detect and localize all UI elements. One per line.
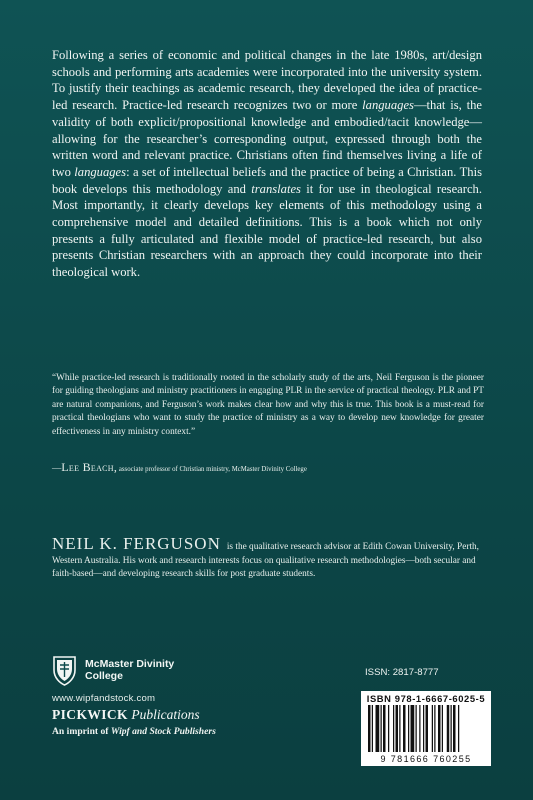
author-bio-text: is the qualitative research advisor at Edith Cowan University, Perth, Western Australia. His work and research interests focus on qualitative research methodologies—both secular and faith-based—and developing research skills for post graduate students. bbox=[52, 542, 479, 580]
pickwick-publications: Publications bbox=[131, 707, 200, 722]
crest-icon bbox=[52, 655, 77, 686]
barcode-bar bbox=[411, 705, 415, 752]
attribution-dash: — bbox=[52, 464, 62, 474]
pickwick-name: PICKWICK bbox=[52, 707, 128, 722]
blurb-emphasis: languages bbox=[74, 164, 127, 179]
isbn-barcode bbox=[361, 691, 491, 766]
endorsement-attribution bbox=[52, 460, 484, 475]
barcode-bar bbox=[423, 705, 424, 752]
barcode-bar bbox=[403, 705, 406, 752]
blurb-emphasis: languages bbox=[362, 98, 414, 113]
mcmaster-line2: College bbox=[85, 670, 123, 682]
blurb-text: it for use in theological research. Most importantly, it clearly develops key elements of this methodology using a comprehensive model and detailed definitions. This is a book which not only presents a fully articulated and flexible model of practice-led research, but also presents Christian researchers with an approach they could incorporate into their theological work. bbox=[52, 181, 482, 280]
barcode-bar bbox=[438, 705, 441, 752]
barcode-bar bbox=[408, 705, 409, 752]
barcode-bar bbox=[432, 705, 433, 752]
issn-number: ISSN: 2817-8777 bbox=[365, 667, 439, 678]
barcode-bar bbox=[388, 705, 389, 752]
publisher-url: www.wipfandstock.com bbox=[52, 693, 156, 704]
barcode-bar bbox=[399, 705, 400, 752]
barcode-bar bbox=[451, 705, 452, 752]
barcode-bar bbox=[372, 705, 373, 752]
book-description bbox=[52, 47, 482, 281]
barcode-bars bbox=[368, 705, 484, 752]
barcode-bar bbox=[426, 705, 429, 752]
barcode-bar bbox=[442, 705, 443, 752]
blurb-text: Following a series of economic and political changes in the late 1980s, art/design schools and performing arts academies were incorporated into the university system. To justify their teachings as academic research, they developed the idea of practice-led research. Practice-led research recognizes two or more bbox=[52, 48, 482, 113]
barcode-bar bbox=[396, 705, 399, 752]
imprint-publisher: Wipf and Stock Publishers bbox=[110, 726, 216, 737]
endorser-role: associate professor of Christian ministry, McMaster Divinity College bbox=[117, 466, 307, 473]
imprint-prefix: An imprint of bbox=[52, 726, 111, 737]
barcode-bar bbox=[383, 705, 386, 752]
isbn-label: ISBN 978-1-6667-6025-5 bbox=[366, 693, 486, 704]
barcode-digits: 9 781666 760255 bbox=[380, 754, 472, 764]
endorsement-quote: “While practice-led research is traditionally rooted in the scholarly study of the arts, Neil Ferguson is the pioneer for guiding theologians and ministry practitioners in engaging PLR in the service of practical theology. PLR and PT are natural companions, and Ferguson’s work makes clear how and why this is true. This book is a must-read for practical theologians who want to study the practice of ministry as a way to develop new knowledge for greater effectiveness in any ministry context.” bbox=[52, 373, 484, 437]
barcode-bar bbox=[368, 705, 371, 752]
barcode-bar bbox=[458, 705, 459, 752]
mcmaster-name bbox=[85, 658, 174, 682]
pickwick-logo bbox=[52, 707, 200, 723]
barcode-bar bbox=[416, 705, 417, 752]
blurb-text: : a set of intellectual beliefs and the practice of being a Christian. This book develops this methodology and bbox=[52, 164, 482, 196]
imprint-line bbox=[52, 726, 216, 737]
endorser-name: Lee Beach, bbox=[61, 460, 118, 474]
barcode-bar bbox=[419, 705, 420, 752]
barcode-bar bbox=[453, 705, 456, 752]
barcode-bar bbox=[393, 705, 394, 752]
author-bio bbox=[52, 534, 492, 582]
barcode-bar bbox=[434, 705, 435, 752]
barcode-bar bbox=[376, 705, 380, 752]
mcmaster-line1: McMaster Divinity bbox=[85, 658, 175, 670]
barcode-bar bbox=[447, 705, 450, 752]
blurb-text: —that is, the validity of both explicit/propositional knowledge and embodied/tacit knowledge—allowing for the researcher’s corresponding output, expressed through both the written word and relevant practice. Christians often find themselves living a life of two bbox=[52, 98, 482, 179]
author-name: NEIL K. FERGUSON bbox=[52, 534, 221, 553]
barcode-bar bbox=[381, 705, 382, 752]
blurb-emphasis: translates bbox=[251, 181, 301, 196]
mcmaster-logo bbox=[52, 653, 174, 687]
